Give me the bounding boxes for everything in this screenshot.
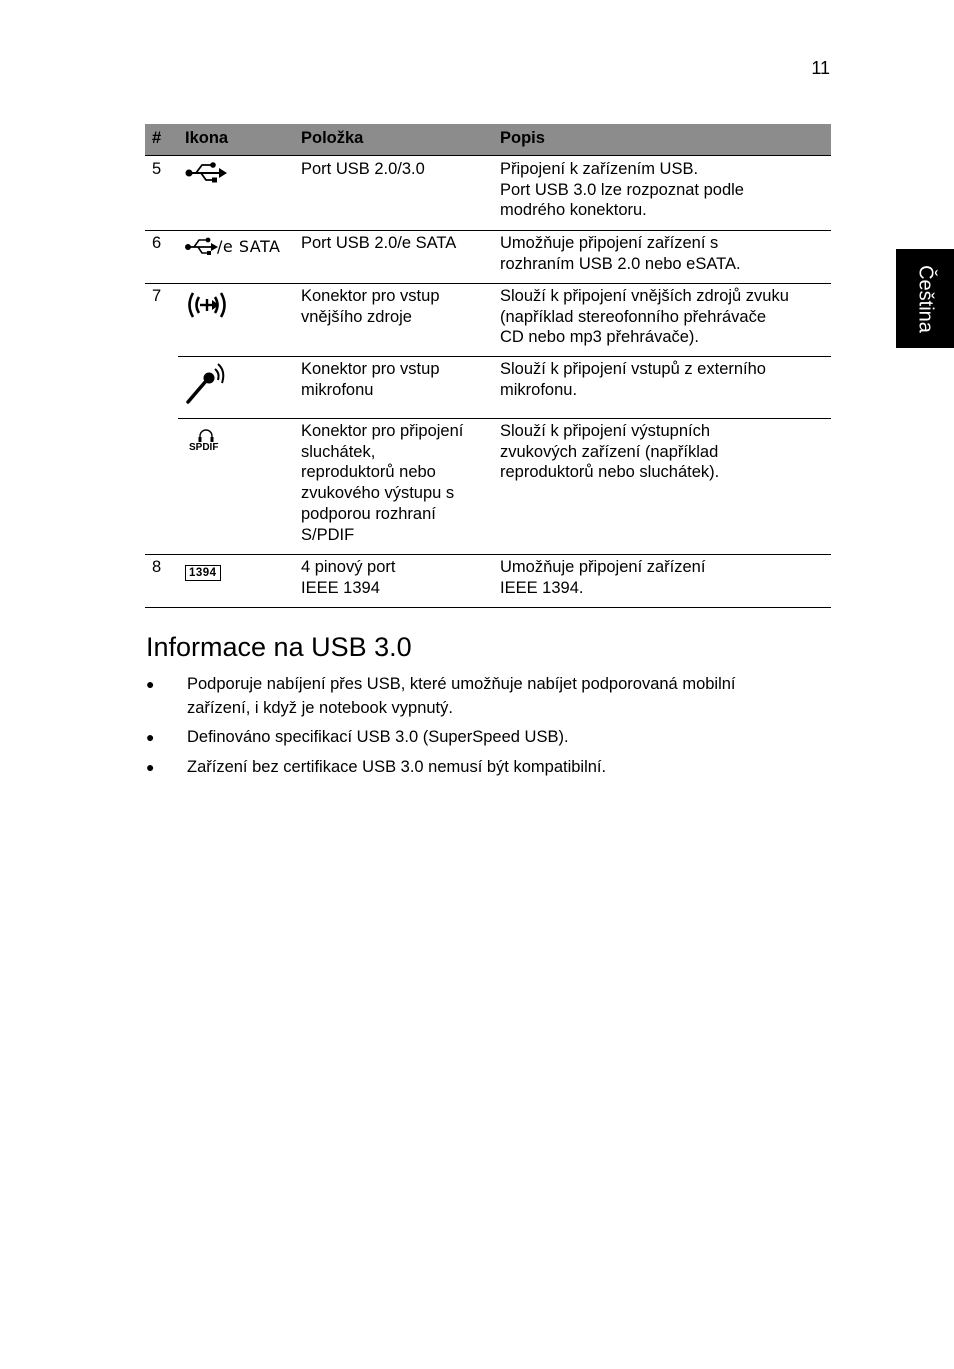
table-row (145, 231, 831, 283)
row-desc-line: CD nebo mp3 přehrávače). (500, 328, 700, 347)
row-item-line: 4 pinový port (301, 558, 396, 576)
row-desc-line: Umožňuje připojení zařízení s (500, 234, 719, 252)
row-desc-line: Slouží k připojení vnějších zdrojů zvuku (500, 287, 789, 305)
row-desc-line: modrého konektoru. (500, 201, 647, 220)
row-item-line: zvukového výstupu s (301, 484, 455, 503)
row-desc-line: (například stereofonního přehrávače (500, 307, 766, 326)
row-num: 6 (152, 234, 162, 252)
section-title: Informace na USB 3.0 (146, 632, 412, 662)
headphone-spdif-icon (185, 429, 225, 459)
microphone-icon (185, 361, 229, 410)
ieee1394-icon (185, 563, 221, 581)
language-tab (896, 249, 954, 348)
row-item-line: podporou rozhraní (301, 504, 436, 523)
table-row (145, 357, 831, 418)
header-desc: Popis (500, 129, 545, 147)
line-in-icon (185, 290, 229, 325)
bullet-icon: ● (146, 676, 155, 692)
bullet-text-line: Zařízení bez certifikace USB 3.0 nemusí být kompatibilní. (187, 758, 607, 776)
row-item-line: IEEE 1394 (301, 578, 380, 597)
row-item-line: mikrofonu (301, 380, 374, 399)
row-desc-line: reproduktorů nebo sluchátek). (500, 463, 720, 482)
header-item: Položka (301, 129, 364, 147)
row-desc-line: Slouží k připojení vstupů z externího (500, 360, 766, 378)
ieee1394-label: 1394 (185, 565, 221, 581)
row-desc-line: mikrofonu. (500, 380, 578, 399)
bullet-text-line: zařízení, i když je notebook vypnutý. (187, 699, 453, 717)
esata-label: /e SATA (217, 237, 281, 256)
row-desc-line: rozhraním USB 2.0 nebo eSATA. (500, 254, 741, 273)
language-tab-label: Čeština (914, 264, 937, 333)
row-num: 5 (152, 160, 162, 178)
row-num: 7 (152, 287, 162, 305)
header-icon: Ikona (185, 129, 229, 147)
row-item-line: reproduktorů nebo (301, 463, 436, 482)
usb-icon (185, 160, 229, 191)
page-number: 11 (811, 58, 830, 78)
row-item-line: vnějšího zdroje (301, 307, 412, 326)
header-num: # (152, 129, 162, 147)
row-desc-line: Slouží k připojení výstupních (500, 422, 711, 440)
bullet-text-line: Podporuje nabíjení přes USB, které umožňuje nabíjet podporovaná mobilní (187, 675, 736, 693)
row-item-line: S/PDIF (301, 525, 355, 544)
row-item-line: sluchátek, (301, 442, 376, 461)
row-num: 8 (152, 558, 162, 576)
table-row (145, 157, 831, 230)
table-header (145, 124, 831, 156)
table-row (145, 555, 831, 607)
bullet-text-line: Definováno specifikací USB 3.0 (SuperSpeed USB). (187, 728, 569, 746)
row-item-line: Konektor pro připojení (301, 422, 464, 440)
spdif-label: SPDIF (189, 442, 219, 453)
row-item-line: Port USB 2.0/3.0 (301, 160, 425, 178)
usb-esata-icon (185, 235, 295, 259)
bullet-icon: ● (146, 729, 155, 745)
row-item-line: Konektor pro vstup (301, 360, 440, 378)
bullet-icon: ● (146, 759, 155, 775)
row-desc-line: Připojení k zařízením USB. (500, 160, 699, 178)
row-desc-line: Umožňuje připojení zařízení (500, 558, 706, 576)
row-item-line: Konektor pro vstup (301, 287, 440, 305)
table-row (145, 419, 831, 554)
row-item-line: Port USB 2.0/e SATA (301, 234, 457, 252)
table-bottom-border (145, 607, 831, 608)
table-row (145, 284, 831, 356)
row-desc-line: IEEE 1394. (500, 578, 584, 597)
row-desc-line: zvukových zařízení (například (500, 442, 719, 461)
row-desc-line: Port USB 3.0 lze rozpoznat podle (500, 180, 744, 199)
